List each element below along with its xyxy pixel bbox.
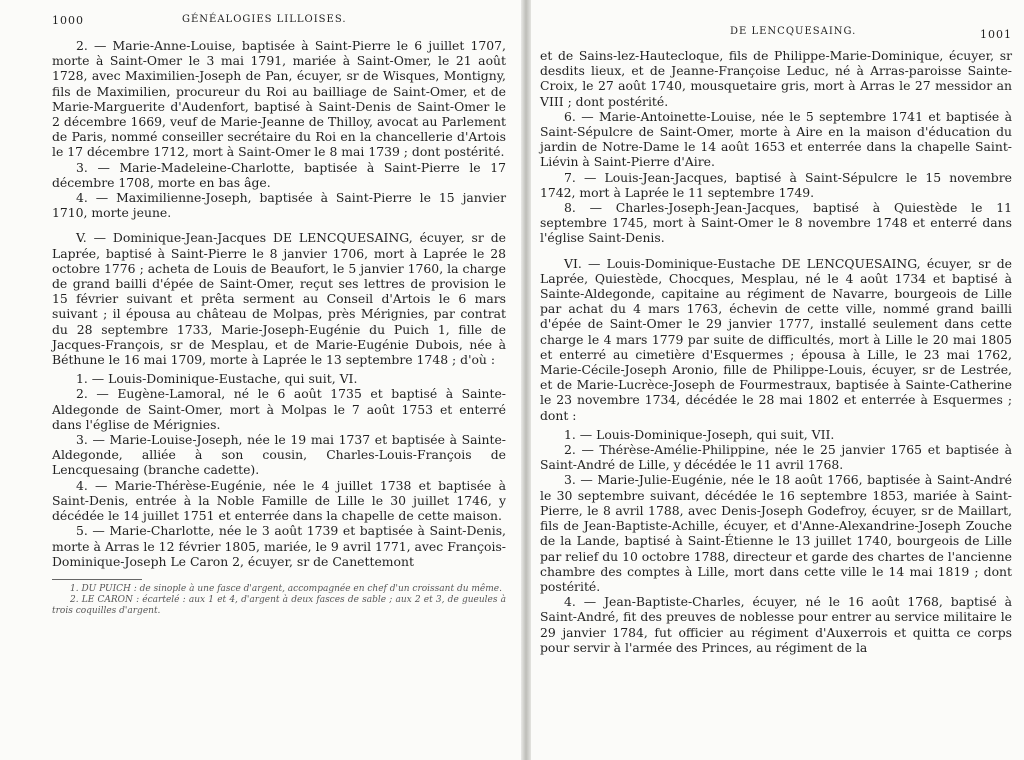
paragraph: 8. — Charles-Joseph-Jean-Jacques, baptisé à Quiestède le 11 septembre 1745, mort à Saint-Omer le 8 novembre 1748 et enterré dans l'église Saint-Denis. xyxy=(540,200,1012,246)
right-page xyxy=(530,0,1024,760)
paragraph: 4. — Maximilienne-Joseph, baptisée à Saint-Pierre le 15 janvier 1710, morte jeune. xyxy=(52,190,506,221)
paragraph: et de Sains-lez-Hautecloque, fils de Philippe-Marie-Dominique, écuyer, sr desdits lieux, et de Jeanne-Françoise Leduc, né à Arras-paroisse Sainte-Croix, le 27 août 1740, mousquetaire gris, mort à Arras le 27 messidor an VIII ; dont postérité. xyxy=(540,48,1012,109)
paragraph: 7. — Louis-Jean-Jacques, baptisé à Saint-Sépulcre le 15 novembre 1742, mort à Laprée le 11 septembre 1749. xyxy=(540,169,1012,200)
paragraph: 6. — Marie-Antoinette-Louise, née le 5 septembre 1741 et baptisée à Saint-Sépulcre de Saint-Omer, morte à Aire en la maison d'éducation du jardin de Notre-Dame le 14 août 1653 et enterrée dans la chapelle Saint-Liévin à Saint-Pierre d'Aire. xyxy=(540,108,1012,170)
generation-v-entry: V. — Dominique-Jean-Jacques DE LENCQUESAING, écuyer, sr de Laprée, baptisé à Saint-Pierre le 8 janvier 1706, mort à Laprée le 28 octobre 1776 ; acheta de Louis de Beaufort, le 5 janvier 1760, la charge de grand bailli d'épée de Saint-Omer, reçut ses lettres de provision le 15 février suivant et prêta serment au Conseil d'Artois le 6 mars suivant ; il épousa au château de Molpas, près Mérignies, par contrat du 28 septembre 1733, Marie-Joseph-Eugénie du Puich 1, fille de Jacques-François, sr de Mesplau, et de Marie-Eugénie Dubois, née à Béthune le 16 mai 1709, morte à Laprée le 13 septembre 1748 ; d'où : xyxy=(52,230,506,368)
paragraph: 3. — Marie-Madeleine-Charlotte, baptisée à Saint-Pierre le 17 décembre 1708, morte en bas âge. xyxy=(52,159,506,190)
right-page-header xyxy=(540,14,1012,48)
left-page-number: 1000 xyxy=(52,14,84,27)
child-entry: 4. — Jean-Baptiste-Charles, écuyer, né le 16 août 1768, baptisé à Saint-André, fit des preuves de noblesse pour entrer au service militaire le 29 janvier 1784, fut officier au régiment d'Auxerrois et quitta ce corps pour servir à l'armée des Princes, au régiment de la xyxy=(540,594,1012,655)
footnote-rule xyxy=(52,579,142,580)
child-entry: 3. — Marie-Louise-Joseph, née le 19 mai 1737 et baptisée à Sainte-Aldegonde, alliée à son cousin, Charles-Louis-François de Lencquesaing (branche cadette). xyxy=(52,432,506,478)
child-entry: 1. — Louis-Dominique-Eustache, qui suit, VI. xyxy=(76,371,358,387)
left-running-title: GÉNÉALOGIES LILLOISES. xyxy=(182,14,347,25)
paragraph: 2. — Marie-Anne-Louise, baptisée à Saint-Pierre le 6 juillet 1707, morte à Saint-Omer le 3 mai 1791, mariée à Saint-Omer, le 21 août 1728, avec Maximilien-Joseph de Pan, écuyer, sr de Wisques, Montigny, fils de Maximilien, procureur du Roi au bailliage de Saint-Omer, et de Marie-Marguerite d'Audenfort, baptisé à Saint-Denis de Saint-Omer le 2 décembre 1669, veuf de Marie-Jeanne de Thilloy, avocat au Parlement de Paris, nommé conseiller secrétaire du Roi en la chancellerie d'Artois le 17 décembre 1712, mort à Saint-Omer le 8 mai 1739 ; dont postérité. xyxy=(52,38,506,160)
child-entry: 5. — Marie-Charlotte, née le 3 août 1739 et baptisée à Saint-Denis, morte à Arras le 12 février 1805, mariée, le 9 avril 1771, avec François-Dominique-Joseph Le Caron 2, écuyer, sr de Canettemont xyxy=(52,523,506,569)
generation-vi-entry: VI. — Louis-Dominique-Eustache DE LENCQUESAING, écuyer, sr de Laprée, Quiestède, Chocques, Mesplau, né le 4 août 1734 et baptisé à Sainte-Aldegonde, capitaine au régiment de Navarre, bourgeois de Lille par achat du 4 mars 1763, échevin de cette ville, nommé grand bailli d'épée de Saint-Omer le 29 janvier 1777, installé seulement dans cette charge le 4 mars 1779 par suite de difficultés, mort à Lille le 20 mai 1805 et enterré au cimetière d'Esquermes ; épousa à Lille, le 23 mai 1762, Marie-Cécile-Joseph Aronio, fille de Philippe-Louis, écuyer, sr de Lestrée, et de Marie-Lucrèce-Joseph de Fourmestraux, baptisée à Sainte-Catherine le 23 novembre 1734, décédée le 28 mai 1802 et enterrée à Esquermes ; dont : xyxy=(540,255,1012,423)
footnote: 1. DU PUICH : de sinople à une fasce d'argent, accompagnée en chef d'un croissant du même. xyxy=(70,583,502,594)
right-page-number: 1001 xyxy=(980,28,1012,41)
left-page-header xyxy=(52,14,506,38)
child-entry: 3. — Marie-Julie-Eugénie, née le 18 août 1766, baptisée à Saint-André le 30 septembre suivant, décédée le 16 septembre 1853, mariée à Saint-Pierre, le 8 avril 1788, avec Denis-Joseph Godefroy, écuyer, sr de Maillart, fils de Jean-Baptiste-Achille, écuyer, et d'Anne-Alexandrine-Joseph Zouche de la Lande, baptisé à Saint-Étienne le 13 juillet 1740, bourgeois de Lille par relief du 10 octobre 1788, directeur et garde des chartes de l'ancienne chambre des comptes à Lille, mort dans cette ville le 14 mai 1819 ; dont postérité. xyxy=(540,472,1012,594)
child-entry: 1. — Louis-Dominique-Joseph, qui suit, VII. xyxy=(564,426,835,442)
child-entry: 4. — Marie-Thérèse-Eugénie, née le 4 juillet 1738 et baptisée à Saint-Denis, entrée à la Noble Famille de Lille le 30 juillet 1746, y décédée le 14 juillet 1751 et enterrée dans la chapelle de cette maison. xyxy=(52,477,506,524)
footnote: 2. LE CARON : écartelé : aux 1 et 4, d'argent à deux fasces de sable ; aux 2 et 3, de gueules à trois coquilles d'argent. xyxy=(52,594,506,616)
right-running-title: DE LENCQUESAING. xyxy=(730,26,857,37)
child-entry: 2. — Eugène-Lamoral, né le 6 août 1735 et baptisé à Sainte-Aldegonde de Saint-Omer, mort à Molpas le 7 août 1753 et enterré dans l'église de Mérignies. xyxy=(52,386,506,432)
child-entry: 2. — Thérèse-Amélie-Philippine, née le 25 janvier 1765 et baptisée à Saint-André de Lille, y décédée le 11 avril 1768. xyxy=(540,442,1012,473)
